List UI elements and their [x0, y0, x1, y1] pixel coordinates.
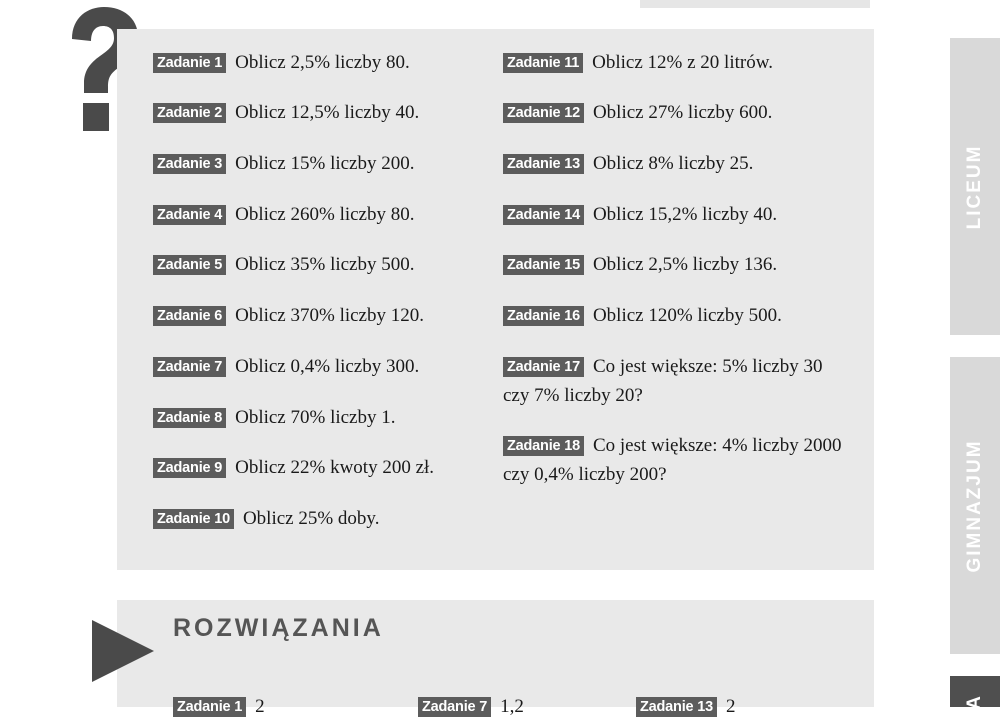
task-text: Oblicz 370% liczby 120. [235, 305, 424, 326]
task-item [153, 403, 483, 432]
task-text: Oblicz 0,4% liczby 300. [235, 356, 420, 377]
task-text: Oblicz 15% liczby 200. [235, 153, 415, 174]
task-badge: Zadanie 8 [153, 408, 226, 428]
solutions-heading: ROZWIĄZANIA [173, 614, 384, 642]
task-badge: Zadanie 14 [503, 205, 584, 225]
tab-gimnazjum[interactable] [950, 357, 1000, 654]
task-badge: Zadanie 9 [153, 458, 226, 478]
task-item [153, 200, 483, 229]
task-text: Oblicz 22% kwoty 200 zł. [235, 457, 435, 478]
play-arrow-icon [92, 620, 154, 682]
task-item [503, 301, 848, 330]
task-badge: Zadanie 15 [503, 255, 584, 275]
task-text: Oblicz 2,5% liczby 136. [592, 254, 778, 275]
task-text: Oblicz 35% liczby 500. [235, 254, 415, 275]
tab-gimnazjum-label: GIMNAZJUM [964, 438, 985, 573]
task-badge: Zadanie 11 [503, 53, 583, 73]
task-text: Oblicz 260% liczby 80. [235, 204, 415, 225]
task-item [503, 352, 848, 410]
task-item [503, 200, 848, 229]
answer-value: 2 [255, 696, 265, 717]
task-badge: Zadanie 7 [153, 357, 226, 377]
task-text: Oblicz 70% liczby 1. [235, 407, 396, 428]
task-text: Oblicz 2,5% liczby 80. [235, 52, 410, 73]
task-item [153, 301, 483, 330]
answer-badge: Zadanie 7 [418, 697, 491, 717]
tab-partial-label: A [964, 694, 985, 710]
task-item [503, 431, 848, 489]
task-badge: Zadanie 13 [503, 154, 584, 174]
task-badge: Zadanie 3 [153, 154, 226, 174]
task-text: Oblicz 120% liczby 500. [592, 305, 782, 326]
task-text: Oblicz 15,2% liczby 40. [592, 204, 778, 225]
task-badge: Zadanie 6 [153, 306, 226, 326]
task-badge: Zadanie 18 [503, 436, 584, 456]
answer-value: 1,2 [500, 696, 524, 717]
task-text: Oblicz 12% z 20 litrów. [592, 52, 773, 73]
task-text: Co jest większe: 4% liczby 2000 czy 0,4% liczby 200? [503, 435, 842, 485]
task-text: Oblicz 8% liczby 25. [592, 153, 754, 174]
task-item [153, 504, 483, 533]
task-badge: Zadanie 1 [153, 53, 226, 73]
task-text: Oblicz 25% doby. [242, 508, 380, 529]
task-item [503, 250, 848, 279]
tab-partial[interactable] [950, 676, 1000, 710]
task-text: Oblicz 27% liczby 600. [592, 102, 773, 123]
task-badge: Zadanie 10 [153, 509, 234, 529]
tab-liceum[interactable] [950, 38, 1000, 335]
task-item [153, 250, 483, 279]
answer-badge: Zadanie 13 [636, 697, 717, 717]
task-item [153, 98, 483, 127]
task-badge: Zadanie 16 [503, 306, 584, 326]
task-text: Co jest większe: 5% liczby 30 czy 7% liczby 20? [503, 356, 823, 406]
top-decorative-strip [640, 0, 870, 8]
task-badge: Zadanie 12 [503, 103, 584, 123]
task-item [153, 352, 483, 381]
task-badge: Zadanie 4 [153, 205, 226, 225]
task-badge: Zadanie 5 [153, 255, 226, 275]
task-item [153, 48, 483, 77]
task-item [503, 149, 848, 178]
answer-value: 2 [725, 696, 736, 717]
task-badge: Zadanie 17 [503, 357, 584, 377]
task-text: Oblicz 12,5% liczby 40. [235, 102, 420, 123]
task-item [153, 453, 483, 482]
task-item [153, 149, 483, 178]
task-badge: Zadanie 2 [153, 103, 226, 123]
task-item [503, 98, 848, 127]
answer-badge: Zadanie 1 [173, 697, 246, 717]
task-item [503, 48, 848, 77]
tab-liceum-label: LICEUM [964, 144, 985, 229]
